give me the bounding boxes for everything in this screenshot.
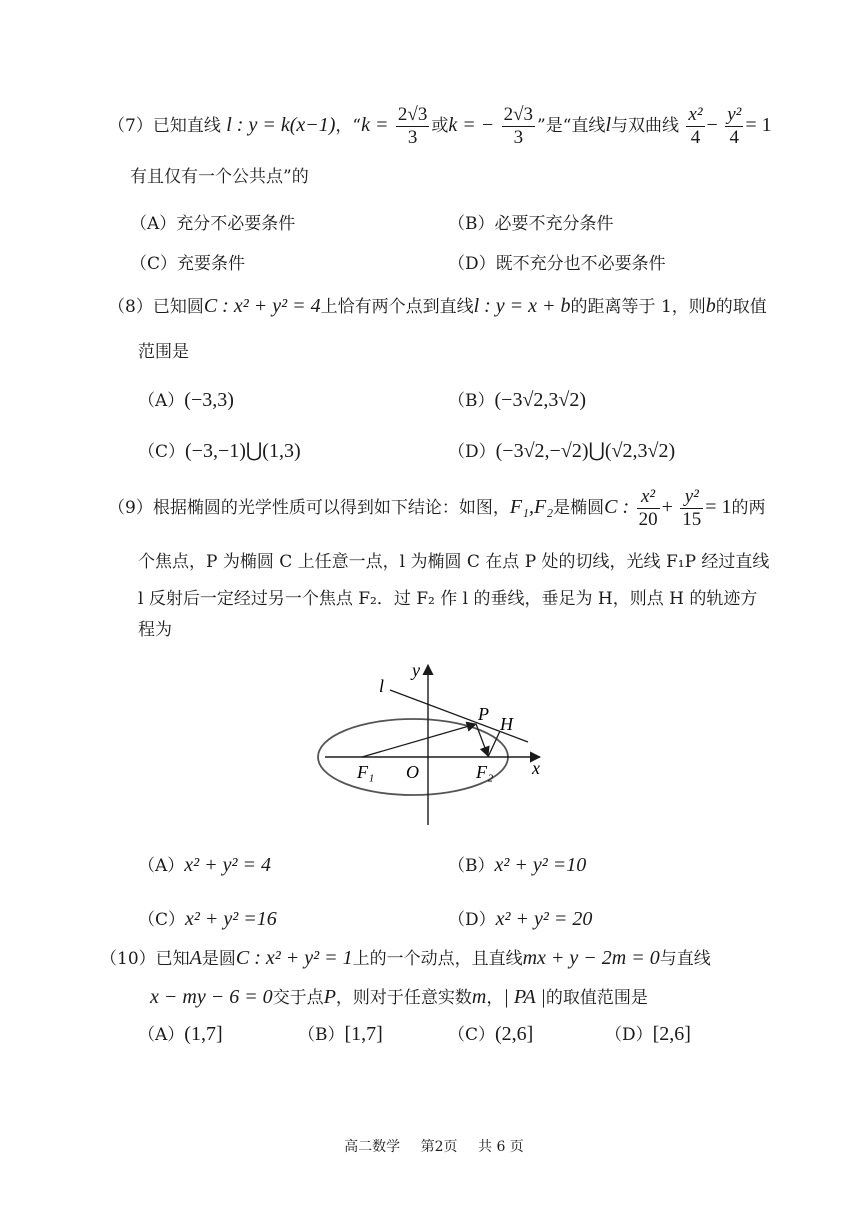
page-footer [0,1136,868,1156]
q7-fraction-2: $\frac{2√3}{3}$ [503,104,534,148]
q8-line-2: 范围是 [138,342,189,362]
footer-subject: 高二数学 [344,1139,401,1155]
q8-option-b: （B）(−3√2,3√2) [448,389,587,411]
footer-total: 共 6 页 [478,1139,524,1155]
q7-line-2: 有且仅有一个公共点”的 [130,167,309,187]
q10-line-1-equation: mx + y − 2m = 0 [522,947,660,969]
label-y: y [412,660,420,680]
q10-option-b: （B）[1,7] [298,1023,383,1045]
q7-option-a: （A）充分不必要条件 [130,214,296,234]
q9-option-d: （D）x² + y² = 20 [448,908,593,930]
q10-line-2: x − my − 6 = 0交于点P，则对于任意实数m，| PA |的取值范围是 [150,986,648,1008]
q8-option-a: （A）(−3,3) [138,389,234,411]
q8-line-1: （8）已知圆C : x² + y² = 4上恰有两个点到直线l : y = x + b的距离等于 1，则b的取值 [108,295,767,317]
q7-fraction-1: $\frac{2√3}{3}$ [397,104,428,148]
q9-line-2: 个焦点，P 为椭圆 C 上任意一点，l 为椭圆 C 在点 P 处的切线，光线 F₁P 经过直线 [138,552,770,572]
q10-number: （10） [100,949,156,969]
q7-hyperbola-frac-2: $\frac{\text{y²}}{4}$ [727,104,742,148]
q9-ellipse-frac-2: $\frac{\text{y²}}{15}$ [682,486,702,530]
q9-line-3: l 反射后一定经过另一个焦点 F₂．过 F₂ 作 l 的垂线，垂足为 H，则点 H 的轨迹方 [138,589,758,609]
q7-number: （7） [108,115,153,136]
ray-f1-p [362,724,476,757]
q9-option-b: （B）x² + y² =10 [448,854,587,876]
q10-line-1: （10）已知A是圆C : x² + y² = 1上的一个动点，且直线mx + y − 2m = 0与直线 [100,947,711,969]
q8-number: （8） [108,297,153,317]
q7-option-d: （D）既不充分也不必要条件 [448,254,666,274]
label-o: O [406,762,419,782]
q9-number: （9） [108,497,153,518]
q9-option-a: （A）x² + y² = 4 [138,854,272,876]
q9-option-c: （C）x² + y² =16 [138,908,277,930]
q7-line-equation: l : y = k(x−1) [226,113,336,136]
q8-option-c: （C）(−3,−1)⋃(1,3) [138,440,301,462]
q7-option-b: （B）必要不充分条件 [448,214,614,234]
ray-p-f2 [476,724,488,756]
q10-option-d: （D）[2,6] [605,1023,691,1045]
q10-circle-equation: C : x² + y² = 1 [235,947,353,969]
q10-option-a: （A）(1,7] [138,1023,223,1045]
ellipse-reflection-figure [300,650,560,835]
label-f1: F₁ [357,762,375,782]
q7-option-c: （C）充要条件 [130,254,246,274]
q9-line-4: 程为 [138,620,172,640]
label-x: x [532,758,540,778]
q8-option-d: （D）(−3√2,−√2)⋃(√2,3√2) [448,440,676,462]
q7-line-1: （7）已知直线 l : y = k(x−1)，“k = $\frac{2√3}{3}$ 或k = − $\frac{2√3}{3}$ ”是“直线l与双曲线 $\frac{\text{x²}}{4}$ − $\frac{\text{y²}}{4}$ = 1 [108,104,772,148]
q7-hyperbola-frac-1: $\frac{\text{x²}}{4}$ [688,104,703,148]
label-f2: F₂ [476,762,494,782]
q10-option-c: （C）(2,6] [448,1023,534,1045]
label-h: H [500,714,513,734]
q10-line-2-equation: x − my − 6 = 0 [150,986,273,1008]
q8-line-equation: l : y = x + b [473,295,571,317]
q9-ellipse-frac-1: $\frac{\text{x²}}{20}$ [638,486,658,530]
q8-circle-equation: C : x² + y² = 4 [203,295,321,317]
label-l: l [379,676,385,696]
footer-page: 第2页 [420,1139,458,1155]
q9-line-1: （9）根据椭圆的光学性质可以得到如下结论：如图，F₁,F₂是椭圆C : $\frac{\text{x²}}{20}$ + $\frac{\text{y²}}{15}$ = 1的两 [108,486,766,530]
label-p: P [478,704,489,724]
